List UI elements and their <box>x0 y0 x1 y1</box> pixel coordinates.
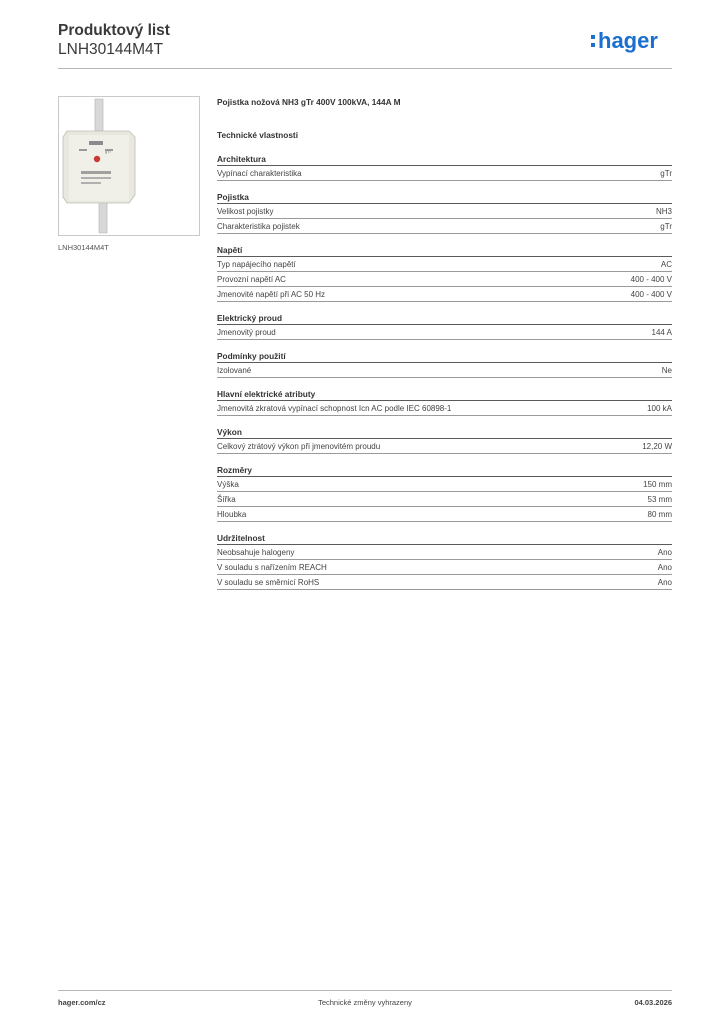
spec-value: Ne <box>661 365 672 375</box>
spec-group-title: Podmínky použití <box>217 350 672 363</box>
spec-label: V souladu s nařízením REACH <box>217 562 327 572</box>
spec-groups <box>217 153 672 590</box>
spec-value: gTr <box>660 168 672 178</box>
spec-group <box>217 388 672 416</box>
spec-row <box>217 166 672 181</box>
spec-value: 150 mm <box>643 479 672 489</box>
spec-group <box>217 464 672 522</box>
spec-label: Jmenovité napětí při AC 50 Hz <box>217 289 326 299</box>
spec-label: Neobsahuje halogeny <box>217 547 295 557</box>
spec-value: Ano <box>657 547 672 557</box>
spec-group <box>217 312 672 340</box>
spec-row <box>217 257 672 272</box>
spec-value: Ano <box>657 562 672 572</box>
spec-row <box>217 439 672 454</box>
page-footer <box>58 998 672 1012</box>
spec-group-title: Výkon <box>217 426 672 439</box>
spec-label: Charakteristika pojistek <box>217 221 300 231</box>
spec-group-title: Pojistka <box>217 191 672 204</box>
spec-group <box>217 244 672 302</box>
fuse-label-text: gTr <box>105 149 111 154</box>
spec-row <box>217 560 672 575</box>
spec-value: AC <box>660 259 672 269</box>
footer-divider <box>58 990 672 991</box>
hager-logo <box>590 26 672 58</box>
spec-label: Celkový ztrátový výkon při jmenovitém proudu <box>217 441 381 451</box>
spec-value: gTr <box>660 221 672 231</box>
spec-value: 400 - 400 V <box>630 289 672 299</box>
spec-row <box>217 477 672 492</box>
spec-label: Typ napájecího napětí <box>217 259 296 269</box>
spec-group-title: Architektura <box>217 153 672 166</box>
spec-label: Provozní napětí AC <box>217 274 286 284</box>
spec-row <box>217 575 672 590</box>
product-code: LNH30144M4T <box>58 41 164 58</box>
product-image <box>58 96 200 236</box>
spec-group-title: Napětí <box>217 244 672 257</box>
spec-row <box>217 363 672 378</box>
spec-group-title: Udržitelnost <box>217 532 672 545</box>
spec-value: 12,20 W <box>642 441 672 451</box>
spec-group <box>217 350 672 378</box>
spec-row <box>217 287 672 302</box>
image-caption: LNH30144M4T <box>58 243 109 252</box>
spec-row <box>217 401 672 416</box>
spec-row <box>217 492 672 507</box>
spec-row <box>217 325 672 340</box>
spec-label: Velikost pojistky <box>217 206 274 216</box>
header-divider <box>58 68 672 69</box>
spec-group <box>217 153 672 181</box>
spec-content <box>217 97 672 590</box>
spec-group <box>217 426 672 454</box>
spec-row <box>217 204 672 219</box>
website-link[interactable]: hager.com/cz <box>58 998 106 1007</box>
footer-date: 04.03.2026 <box>634 998 672 1007</box>
product-description: Pojistka nožová NH3 gTr 400V 100kVA, 144A M <box>217 97 401 107</box>
spec-row <box>217 219 672 234</box>
spec-value: 100 kA <box>647 403 672 413</box>
spec-row <box>217 272 672 287</box>
spec-value: 400 - 400 V <box>630 274 672 284</box>
spec-label: Jmenovitý proud <box>217 327 276 337</box>
spec-row <box>217 507 672 522</box>
spec-value: 144 A <box>651 327 672 337</box>
spec-label: Izolované <box>217 365 252 375</box>
spec-value: 80 mm <box>647 509 672 519</box>
spec-value: 53 mm <box>647 494 672 504</box>
section-title: Technické vlastnosti <box>217 130 298 140</box>
spec-value: NH3 <box>655 206 672 216</box>
spec-group <box>217 191 672 234</box>
document-title: Produktový list <box>58 22 170 39</box>
spec-label: Hloubka <box>217 509 247 519</box>
spec-group-title: Elektrický proud <box>217 312 672 325</box>
footer-note: Technické změny vyhrazeny <box>318 998 412 1007</box>
logo-wordmark: hager <box>598 28 658 53</box>
spec-group-title: Rozměry <box>217 464 672 477</box>
spec-group-title: Hlavní elektrické atributy <box>217 388 672 401</box>
spec-value: Ano <box>657 577 672 587</box>
page-header <box>58 20 672 70</box>
spec-label: Vypínací charakteristika <box>217 168 302 178</box>
spec-label: Šířka <box>217 494 236 504</box>
spec-label: Výška <box>217 479 239 489</box>
spec-label: Jmenovitá zkratová vypínací schopnost Icn AC podle IEC 60898-1 <box>217 403 452 413</box>
spec-row <box>217 545 672 560</box>
spec-label: V souladu se směrnicí RoHS <box>217 577 320 587</box>
spec-group <box>217 532 672 590</box>
